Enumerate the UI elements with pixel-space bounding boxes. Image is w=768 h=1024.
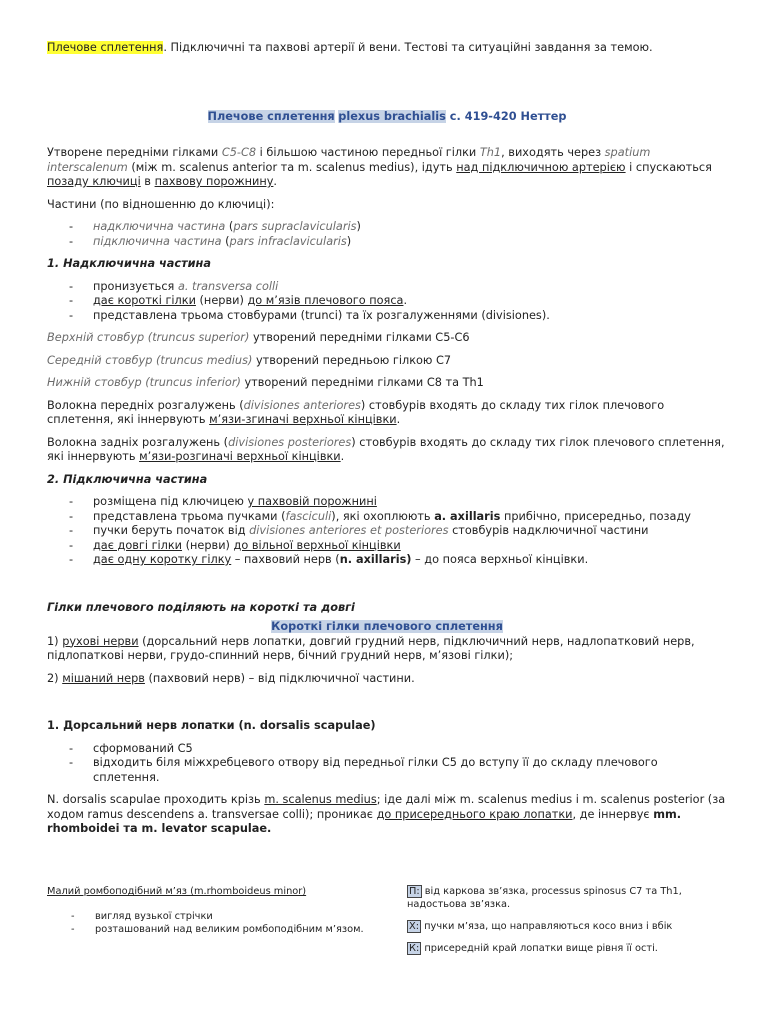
- para-latin: divisiones posteriores: [228, 435, 352, 449]
- trunk-medius: [47, 354, 727, 369]
- part-latin: pars infraclavicularis: [229, 234, 347, 248]
- item-underline: до вільної верхньої кінцівки: [233, 538, 401, 552]
- para-text: .: [396, 413, 401, 426]
- list-item: - представлена трьома стовбурами (trunci) та їх розгалуженнями (divisiones).: [47, 309, 727, 324]
- item-bold: n. axillaris): [339, 553, 412, 566]
- motor-nerves-paragraph: [47, 635, 727, 664]
- para-underline: до присереднього краю лопатки: [376, 807, 573, 821]
- course-label: Х:: [409, 921, 420, 932]
- list-item: [47, 495, 727, 510]
- para-underline: м’язи-згиначі верхньої кінцівки: [209, 413, 397, 426]
- sec2-list: [47, 495, 727, 568]
- trunk-superior: [47, 331, 727, 346]
- item-text: – пахвовий нерв (: [231, 553, 340, 566]
- item-text: .: [403, 294, 408, 307]
- section-title: [47, 110, 727, 125]
- muscle-title: Малий ромбоподібний м’яз (m.rhomboideus minor): [47, 886, 307, 897]
- item-text: представлена трьома пучками (: [93, 509, 286, 523]
- item-bold: a. axillaris: [434, 509, 501, 523]
- trunk-name: Верхній стовбур (truncus superior): [47, 331, 250, 344]
- origin-text: від каркова зв’язка, processus spinosus C7 та Th1, надостьова зв’язка.: [407, 886, 682, 910]
- course-row: [407, 920, 737, 933]
- item-underline: дає одну коротку гілку: [93, 553, 232, 566]
- item-latin: divisiones anteriores et posteriores: [249, 524, 449, 537]
- title-part-2: plexus brachialis: [338, 109, 446, 123]
- muscle-right-column: [407, 885, 737, 955]
- intro-th1: Th1: [479, 146, 502, 159]
- para-text: .: [340, 450, 345, 463]
- part-name: підключична частина: [93, 234, 222, 248]
- page-header: [47, 41, 727, 56]
- para-text: ) стовбурів входять до складу тих гілок плечового сплетення, які іннервують: [47, 435, 725, 463]
- dorsal-heading: 1. Дорсальний нерв лопатки (n. dorsalis scapulae): [47, 719, 376, 732]
- dorsal-paragraph: [47, 793, 727, 837]
- para-text: 2): [47, 671, 63, 685]
- part-text: ): [346, 234, 352, 248]
- item-underline: дає довгі гілки: [93, 538, 183, 552]
- para-latin: divisiones anteriores: [243, 398, 361, 412]
- intro-text: Утворене передніми гілками: [47, 146, 222, 159]
- part-name: надключична частина: [93, 220, 226, 233]
- branches-heading: Гілки плечового поділяють на короткі та довгі: [47, 600, 355, 614]
- sec1-list: [47, 280, 727, 324]
- posterior-divisions-paragraph: [47, 436, 727, 465]
- trunk-text: утворений передніми гілками C5-C6: [249, 331, 470, 344]
- para-text: , де іннервує: [572, 807, 654, 821]
- item-underline: у пахвовій порожнині: [247, 495, 377, 508]
- para-text: (пахвовий нерв) – від підключичної частини.: [144, 671, 415, 685]
- sec2-heading: 2. Підключична частина: [47, 472, 208, 486]
- intro-paragraph: [47, 146, 727, 190]
- trunk-name: Нижній стовбур (truncus inferior): [47, 376, 241, 389]
- parts-list: [47, 220, 727, 249]
- list-item: - розташований над великим ромбоподібним м’язом.: [47, 923, 367, 936]
- para-underline: м’язи-розгиначі верхньої кінцівки: [139, 450, 341, 463]
- part-text: (: [225, 220, 234, 233]
- item-text: (нерви): [195, 294, 248, 307]
- trunk-text: утворений передньою гілкою C7: [252, 353, 452, 367]
- list-item: [47, 220, 727, 235]
- list-item: [47, 524, 727, 539]
- item-text: – до пояса верхньої кінцівки.: [411, 553, 589, 566]
- parts-heading: Частини (по відношенню до ключиці):: [47, 197, 275, 211]
- muscle-left-column: [47, 885, 367, 936]
- intro-spatium: spatium interscalenum: [47, 146, 651, 174]
- list-item: [47, 280, 727, 295]
- intro-underline: пахвову порожнину: [154, 175, 274, 188]
- list-item: [47, 294, 727, 309]
- para-underline: m. scalenus medius: [264, 793, 377, 806]
- item-underline: дає короткі гілки: [93, 294, 196, 307]
- item-latin: a. transversa colli: [177, 279, 279, 293]
- item-text: пучки беруть початок від: [93, 524, 250, 537]
- insertion-label: К:: [409, 943, 420, 954]
- mixed-nerve-paragraph: [47, 672, 727, 687]
- list-item: [47, 510, 727, 525]
- item-text: стовбурів надключичної частини: [448, 524, 649, 537]
- para-underline: мішаний нерв: [62, 671, 145, 685]
- para-bold: mm. rhomboidei та m. levator scapulae.: [47, 807, 682, 835]
- dorsal-list: [47, 742, 727, 786]
- item-text: розміщена під ключицею: [93, 495, 248, 508]
- list-item: - сформований C5: [47, 742, 727, 757]
- short-branches-label: Короткі гілки плечового сплетення: [271, 620, 503, 633]
- sec1-heading: 1. Надключична частина: [47, 257, 211, 270]
- origin-label: П:: [409, 886, 420, 897]
- intro-c5c8: C5-C8: [221, 146, 257, 159]
- list-item: [47, 553, 727, 568]
- intro-underline: над підключичною артерією: [456, 160, 626, 174]
- para-text: N. dorsalis scapulae проходить крізь: [47, 793, 265, 806]
- list-item: - вигляд вузької стрічки: [47, 910, 367, 923]
- trunk-text: утворений передніми гілками C8 та Th1: [240, 376, 484, 389]
- para-text: ) стовбурів входять до складу тих гілок плечового сплетення, які іннервують: [47, 398, 665, 426]
- intro-text: , виходять через: [501, 146, 605, 159]
- course-text: пучки м’яза, що направляються косо вниз і вбік: [421, 921, 673, 932]
- trunk-inferior: [47, 376, 727, 391]
- title-part-3: с. 419-420 Неттер: [445, 109, 567, 123]
- intro-text: .: [273, 175, 278, 188]
- short-branches-title: [47, 620, 727, 635]
- list-item: [47, 235, 727, 250]
- para-text: Волокна передніх розгалужень (: [47, 398, 244, 412]
- muscle-list: [47, 910, 367, 936]
- list-item: [47, 539, 727, 554]
- origin-row: [407, 885, 737, 911]
- para-text: 1): [47, 634, 63, 648]
- part-text: (: [221, 234, 230, 248]
- header-text: . Підключичні та пахвові артерії й вени. Тестові та ситуаційні завдання за темою.: [163, 41, 653, 54]
- para-text: (дорсальний нерв лопатки, довгий грудний нерв, підключичний нерв, надлопатковий нерв, підлопаткові нерви, грудо-спинний нерв, бічний грудний нерв, м’язові гілки);: [47, 634, 695, 662]
- item-latin: fasciculi: [285, 509, 332, 523]
- insertion-row: [407, 942, 737, 955]
- para-underline: рухові нерви: [62, 634, 139, 648]
- item-text: пронизується: [93, 279, 178, 293]
- part-text: ): [356, 220, 361, 233]
- intro-text: і більшою частиною передньої гілки: [256, 146, 480, 159]
- item-underline: до м’язів плечового пояса: [247, 294, 404, 307]
- para-text: ; іде далі між m. scalenus medius і m. scalenus posterior (за ходом ramus descendens a. transversae colli); проникає: [47, 793, 726, 821]
- para-text: Волокна задніх розгалужень (: [47, 435, 229, 449]
- intro-text: і спускаються: [625, 160, 712, 174]
- trunk-name: Середній стовбур (truncus medius): [47, 353, 253, 367]
- anterior-divisions-paragraph: [47, 399, 727, 428]
- item-text: прибічно, присередньо, позаду: [500, 509, 691, 523]
- document-page: [47, 41, 727, 837]
- title-part-1: Плечове сплетення: [207, 109, 335, 123]
- intro-text: (між m. scalenus anterior та m. scalenus medius), ідуть: [127, 160, 457, 174]
- header-highlight: Плечове сплетення: [47, 41, 164, 54]
- intro-underline: позаду ключиці: [47, 175, 141, 188]
- item-text: (нерви): [182, 538, 234, 552]
- intro-text: в: [140, 175, 155, 188]
- part-latin: pars supraclavicularis: [233, 220, 357, 233]
- list-item: - відходить біля міжхребцевого отвору від передньої гілки C5 до вступу її до складу плечового сплетення.: [47, 756, 727, 785]
- insertion-text: присередній край лопатки вище рівня її ості.: [421, 943, 658, 954]
- item-text: ), які охоплюють: [331, 509, 435, 523]
